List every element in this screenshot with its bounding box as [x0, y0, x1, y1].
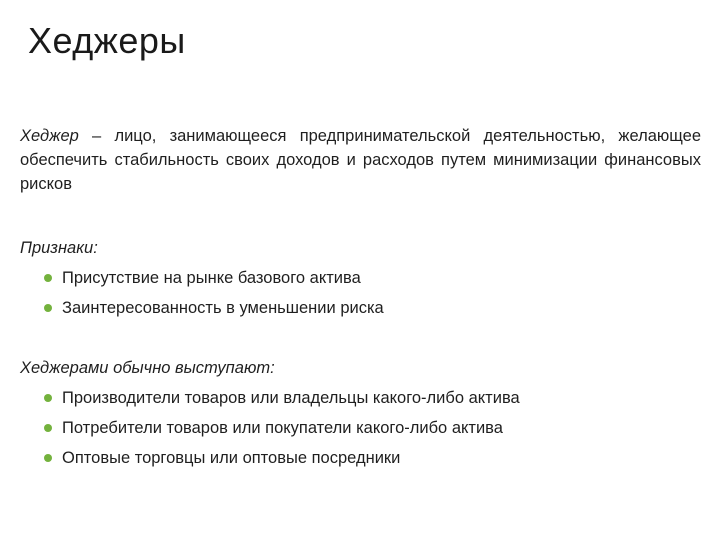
signs-list: [20, 266, 701, 320]
list-item-label: Потребители товаров или покупатели какого-либо актива: [62, 419, 503, 437]
definition-paragraph: [20, 124, 701, 196]
bullet-icon: [44, 304, 52, 312]
definition-term: Хеджер: [20, 127, 79, 145]
list-item: [20, 416, 701, 440]
list-item-label: Заинтересованность в уменьшении риска: [62, 299, 384, 317]
typical-list: [20, 386, 701, 470]
list-item: [20, 296, 701, 320]
signs-section: [20, 236, 701, 326]
bullet-icon: [44, 394, 52, 402]
list-item-label: Оптовые торговцы или оптовые посредники: [62, 449, 401, 467]
slide-title: Хеджеры: [28, 20, 186, 61]
list-item: [20, 266, 701, 290]
typical-heading: Хеджерами обычно выступают:: [20, 359, 275, 377]
bullet-icon: [44, 274, 52, 282]
bullet-icon: [44, 424, 52, 432]
bullet-icon: [44, 454, 52, 462]
definition-text: – лицо, занимающееся предпринимательской деятельностью, желающее обеспечить стабильность своих доходов и расходов путем минимизации финансовых рисков: [20, 127, 701, 193]
list-item: [20, 446, 701, 470]
list-item: [20, 386, 701, 410]
list-item-label: Производители товаров или владельцы какого-либо актива: [62, 389, 520, 407]
typical-section: [20, 356, 701, 476]
signs-heading: Признаки:: [20, 239, 98, 257]
list-item-label: Присутствие на рынке базового актива: [62, 269, 361, 287]
